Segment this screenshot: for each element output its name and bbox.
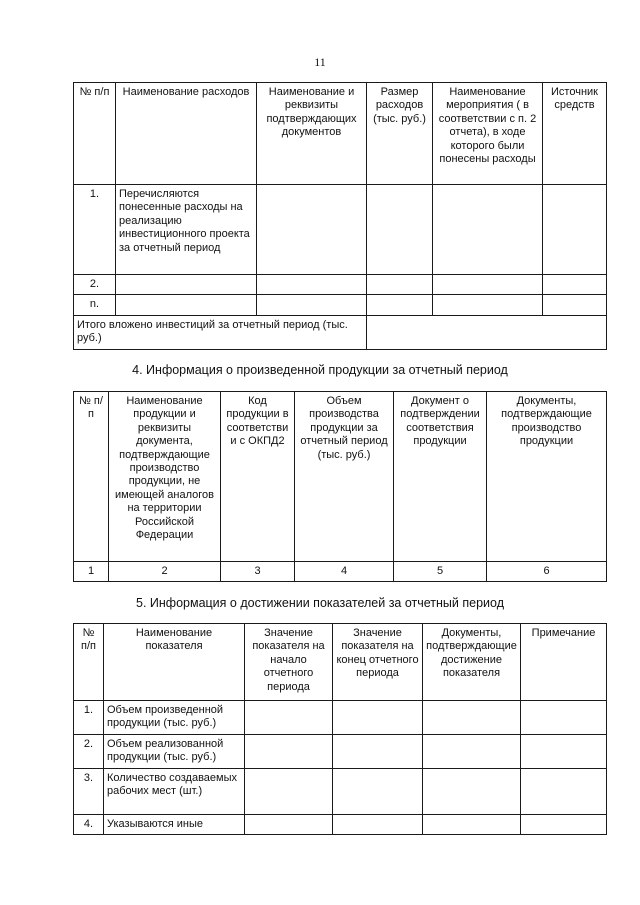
empty-cell (423, 815, 521, 835)
empty-cell (521, 815, 607, 835)
empty-cell (543, 275, 607, 295)
header-cell-indicator-name: Наименование показателя (104, 624, 245, 701)
empty-cell (333, 769, 423, 815)
empty-cell (245, 769, 333, 815)
empty-cell (433, 275, 543, 295)
row-number: 2. (74, 275, 116, 295)
empty-cell (257, 275, 367, 295)
table-row (74, 815, 607, 835)
empty-cell (433, 295, 543, 315)
empty-cell (333, 815, 423, 835)
table-header-row (74, 83, 607, 185)
empty-cell (245, 815, 333, 835)
section-4-title: 4. Информация о произведенной продукции за отчетный период (132, 363, 508, 377)
table-row (74, 735, 607, 769)
indicators-table (73, 623, 607, 835)
header-cell-documents: Документы, подтверждающие достижение показателя (423, 624, 521, 701)
column-number: 4 (295, 562, 394, 582)
empty-cell (423, 701, 521, 735)
table-header-row (74, 392, 607, 562)
row-number: n. (74, 295, 116, 315)
table-row (74, 769, 607, 815)
empty-cell (367, 295, 433, 315)
empty-cell (257, 185, 367, 275)
row-expense-name (116, 275, 257, 295)
header-cell-source: Источник средств (543, 83, 607, 185)
products-table (73, 391, 607, 582)
empty-cell (521, 701, 607, 735)
total-row (74, 315, 607, 349)
header-cell-expense-name: Наименование расходов (116, 83, 257, 185)
empty-cell (521, 735, 607, 769)
empty-cell (423, 769, 521, 815)
column-number: 6 (487, 562, 607, 582)
row-number: 3. (74, 769, 104, 815)
total-label: Итого вложено инвестиций за отчетный период (тыс. руб.) (74, 315, 367, 349)
row-expense-name: Перечисляются понесенные расходы на реализацию инвестиционного проекта за отчетный период (116, 185, 257, 275)
header-cell-amount: Размер расходов (тыс. руб.) (367, 83, 433, 185)
row-number: 4. (74, 815, 104, 835)
row-number: 1. (74, 701, 104, 735)
empty-cell (245, 701, 333, 735)
row-number: 1. (74, 185, 116, 275)
empty-cell (367, 275, 433, 295)
header-cell-activity: Наименование мероприятия ( в соответствии с п. 2 отчета), в ходе которого были понесены расходы (433, 83, 543, 185)
table-row (74, 185, 607, 275)
table-header-row (74, 624, 607, 701)
column-number: 1 (74, 562, 109, 582)
header-cell-production-volume: Объем производства продукции за отчетный период (тыс. руб.) (295, 392, 394, 562)
header-cell-num: № п/п (74, 83, 116, 185)
empty-cell (367, 185, 433, 275)
total-value (367, 315, 607, 349)
header-cell-num: № п/п (74, 392, 109, 562)
row-number: 2. (74, 735, 104, 769)
empty-cell (333, 735, 423, 769)
header-cell-documents: Наименование и реквизиты подтверждающих документов (257, 83, 367, 185)
column-number: 2 (109, 562, 221, 582)
empty-cell (433, 185, 543, 275)
header-cell-conformity-document: Документ о подтверждении соответствия продукции (394, 392, 487, 562)
section-5-title: 5. Информация о достижении показателей за отчетный период (136, 596, 504, 610)
table-row (74, 275, 607, 295)
header-cell-start-value: Значение показателя на начало отчетного периода (245, 624, 333, 701)
header-cell-note: Примечание (521, 624, 607, 701)
empty-cell (543, 185, 607, 275)
header-cell-end-value: Значение показателя на конец отчетного периода (333, 624, 423, 701)
row-indicator-name: Объем реализованной продукции (тыс. руб.) (104, 735, 245, 769)
header-cell-production-documents: Документы, подтверждающие производство продукции (487, 392, 607, 562)
row-expense-name (116, 295, 257, 315)
page-number: 11 (314, 55, 326, 69)
table-row (74, 701, 607, 735)
column-number: 5 (394, 562, 487, 582)
empty-cell (543, 295, 607, 315)
header-cell-okpd2-code: Код продукции в соответствии с ОКПД2 (221, 392, 295, 562)
empty-cell (423, 735, 521, 769)
empty-cell (521, 769, 607, 815)
empty-cell (333, 701, 423, 735)
header-cell-num: № п/п (74, 624, 104, 701)
empty-cell (245, 735, 333, 769)
table-row (74, 295, 607, 315)
row-indicator-name: Количество создаваемых рабочих мест (шт.) (104, 769, 245, 815)
empty-cell (257, 295, 367, 315)
expenses-table (73, 82, 607, 350)
row-indicator-name: Объем произведенной продукции (тыс. руб.) (104, 701, 245, 735)
row-indicator-name: Указываются иные (104, 815, 245, 835)
header-cell-product-name: Наименование продукции и реквизиты документа, подтверждающие производство продукции, не имеющей аналогов на территории Российской Федерации (109, 392, 221, 562)
column-number: 3 (221, 562, 295, 582)
column-numbers-row (74, 562, 607, 582)
